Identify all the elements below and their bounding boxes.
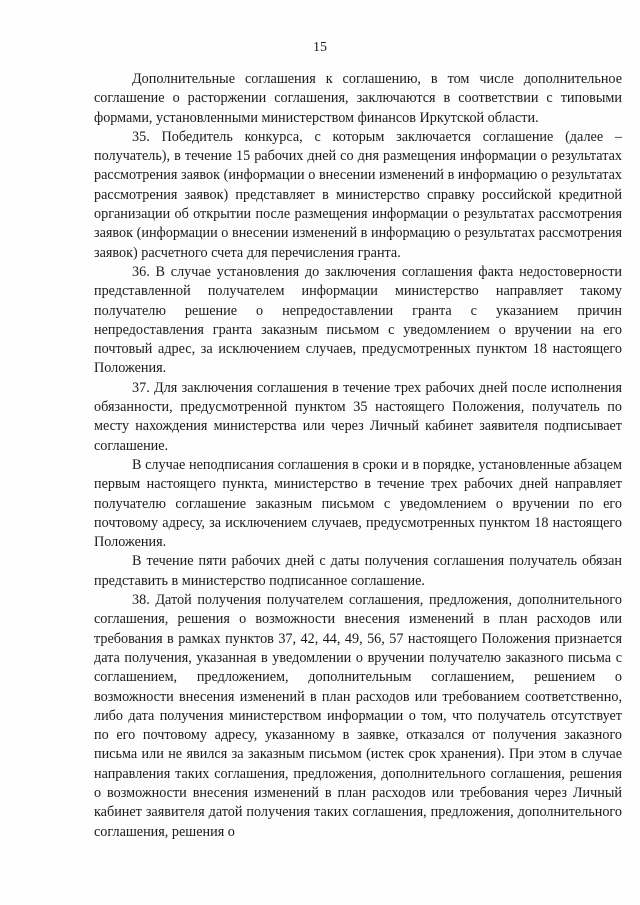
paragraph-37: 37. Для заключения соглашения в течение трех рабочих дней после исполнения обязанности, предусмотренной пунктом 35 настоящего Положения, получатель по месту нахождения министерства или через Личный кабинет заявителя подписывает соглашение. xyxy=(94,379,622,454)
paragraph-35: 35. Победитель конкурса, с которым заключается соглашение (далее – получатель), в течение 15 рабочих дней со дня размещения информации о результатах рассмотрения заявок (информации о внесении изменений в информацию о результатах рассмотрения заявок) представляет в министерство справку российской кредитной организации об открытии после размещения информации о результатах рассмотрения заявок (информации о внесении изменений в информацию о результатах рассмотрения заявок) расчетного счета для перечисления гранта. xyxy=(94,128,622,261)
paragraph-additional-agreements: Дополнительные соглашения к соглашению, в том числе дополнительное соглашение о расторжении соглашения, заключаются в соответствии с типовыми формами, установленными министерством финансов Иркутской области. xyxy=(94,71,622,126)
paragraph-36: 36. В случае установления до заключения соглашения факта недостоверности представленной получателем информации министерство направляет такому получателю решение о непредоставлении гранта с указанием причин непредоставления гранта заказным письмом с уведомлением о вручении на его почтовый адрес, за исключением случаев, предусмотренных пунктом 18 настоящего Положения. xyxy=(94,263,622,377)
paragraph-37-five-days: В течение пяти рабочих дней с даты получения соглашения получатель обязан представить в министерство подписанное соглашение. xyxy=(94,553,622,589)
paragraph-37-non-signing: В случае неподписания соглашения в сроки и в порядке, установленные абзацем первым настоящего пункта, министерство в течение трех рабочих дней направляет получателю соглашение заказным письмом с уведомлением о вручении по его почтовому адресу, за исключением случаев, предусмотренных пунктом 18 настоящего Положения. xyxy=(94,456,622,551)
body-text xyxy=(94,70,622,842)
paragraph-38: 38. Датой получения получателем соглашения, предложения, дополнительного соглашения, решения о возможности внесения изменений в план расходов или требования в рамках пунктов 37, 42, 44, 49, 56, 57 настоящего Положения признается дата получения, указанная в уведомлении о вручении получателю заказного письма с соглашением, предложением, дополнительным соглашением, решением о возможности внесения изменений в план расходов или требованием соответственно, либо дата получения министерством информации о том, что получатель отсутствует по его почтовому адресу, указанному в заявке, отказался от получения заказного письма или не явился за заказным письмом (истек срок хранения). При этом в случае направления таких соглашения, предложения, дополнительного соглашения, решения о возможности внесения изменений в план расходов или требования через Личный кабинет заявителя датой получения таких соглашения, предложения, дополнительного соглашения, решения о xyxy=(94,592,622,840)
page-number: 15 xyxy=(313,40,327,55)
